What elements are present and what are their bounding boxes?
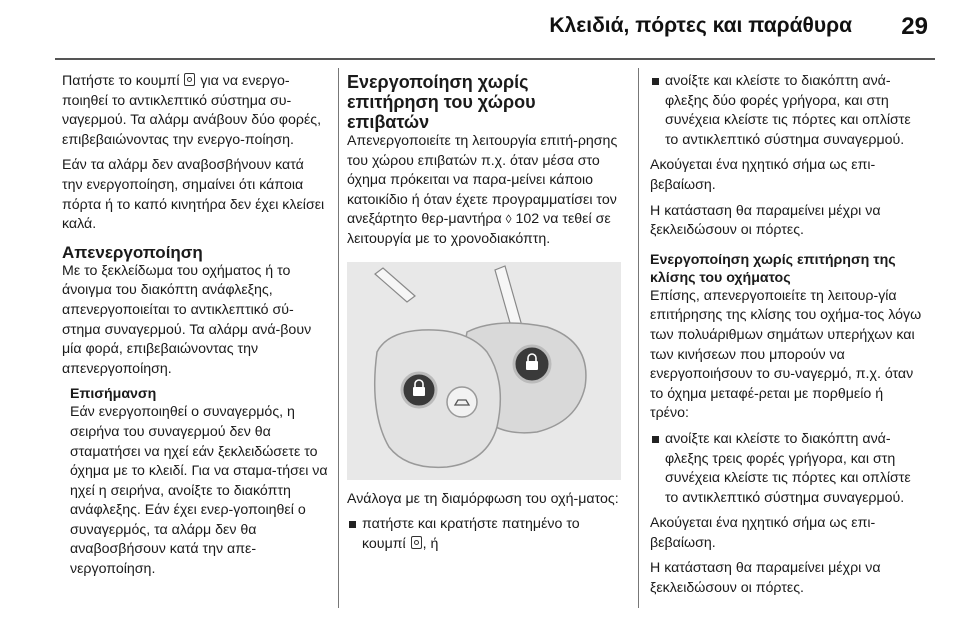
column-2 [347, 72, 622, 560]
paragraph-configuration: Ανάλογα με τη διαμόρφωση του οχή‐ματος: [347, 490, 619, 507]
section-heading-no-tilt: Ενεργοποίηση χωρίς επιτήρηση της κλίσης του οχήματος [650, 251, 896, 286]
section-heading-deactivation: Απενεργοποίηση [62, 242, 203, 262]
list-item: ανοίξτε και κλείστε το διακόπτη ανά‐φλεξης δύο φορές γρήγορα, και στη συνέχεια κλείστε τις πόρτες και οπλίστε το αντικλεπτικό σύστημα συναγερμού. [650, 72, 925, 150]
list-item: ανοίξτε και κλείστε το διακόπτη ανά‐φλεξης τρεις φορές γρήγορα, και στη συνέχεια κλείστε τις πόρτες και οπλίστε το αντικλεπτικό σύστημα συναγερμού. [650, 430, 925, 508]
column-divider-1 [338, 68, 339, 608]
page-reference-icon: ◊ [505, 212, 512, 227]
paragraph-state-1: Η κατάσταση θα παραμείνει μέχρι να ξεκλειδώσουν οι πόρτες. [650, 202, 881, 239]
note-heading: Επισήμανση [70, 386, 157, 403]
lock-button-icon [184, 73, 195, 86]
column-divider-2 [638, 68, 639, 608]
header-divider [55, 58, 935, 60]
paragraph-hazard-lights: Εάν τα αλάρμ δεν αναβοσβήνουν κατά την ενεργοποίηση, σημαίνει ότι κάποια πόρτα ή το καπό κινητήρα δεν έχει κλείσει καλά. [62, 157, 325, 233]
key-remote-drawing [347, 262, 621, 480]
list-item: πατήστε και κρατήστε πατημένο το κουμπί , ή [347, 515, 622, 554]
paragraph-confirmation-2: Ακούγεται ένα ηχητικό σήμα ως επι‐βεβαίωση. [650, 515, 876, 551]
page-number: 29 [901, 13, 928, 40]
section-heading-no-interior: Ενεργοποίηση χωρίς επιτήρηση του χώρου επιβατών [347, 72, 536, 132]
paragraph-deactivation: Με το ξεκλείδωμα του οχήματος ή το άνοιγμα του διακόπτη ανάφλεξης, απενεργοποιείται το αντικλεπτικό σύ‐στημα συναγερμού. Τα αλάρμ ανά‐βουν μία φορά, επιβεβαιώνοντας την απενεργοποίηση. [62, 262, 312, 377]
page-header-title: Κλειδιά, πόρτες και παράθυρα [549, 14, 852, 37]
key-remote-illustration [347, 262, 621, 480]
paragraph-tilt-monitoring: Επίσης, απενεργοποιείτε τη λειτουρ‐γία επιτήρησης της κλίσης του οχήμα‐τος λόγω των πολυάριθμων σημάτων υπερήχων και των κινήσεων που μπορούν να ενεργοποιήσουν το συ‐ναγερμό, π.χ. όταν το όχημα μεταφέ‐ρεται με πορθμείο ή τρένο: [650, 287, 922, 422]
paragraph-interior-monitoring: Απενεργοποιείτε τη λειτουργία επιτή‐ρησης του χώρου επιβατών π.χ. όταν μέσα στο όχημα πρόκειται να παρα‐μείνει κάποιο κατοικίδιο ή όταν έχετε προγραμματίσει τον ανεξάρτητο θερ‐μαντήρα ◊ 102 να τεθεί σε λειτουργία με το χρονοδιακόπτη. [347, 133, 618, 247]
paragraph-activation: Πατήστε το κουμπί για να ενεργο‐ποιηθεί το αντικλεπτικό σύστημα συ‐ναγερμού. Τα αλάρμ ανάβουν δύο φορές, επιβεβαιώνοντας την ενεργο‐ποίηση. [62, 73, 322, 148]
paragraph-confirmation-1: Ακούγεται ένα ηχητικό σήμα ως επι‐βεβαίωση. [650, 157, 876, 193]
bullet-list-ignition-twice [650, 72, 925, 150]
bullet-list-ignition-three [650, 430, 925, 508]
column-1 [62, 72, 328, 586]
note-text: Εάν ενεργοποιηθεί ο συναγερμός, η σειρήνα του συναγερμού δεν θα σταματήσει να ηχεί εάν ξεκλειδώσετε το όχημα με το κλειδί. Για να σταμα‐τήσει να ηχεί η σειρήνα, ανοίξτε το διακόπτη ανάφλεξης. Εάν έχει ενερ‐γοποιηθεί ο συναγερμός, τα αλάρμ δεν θα αναβοσβήσουν κατά την απε‐νεργοποίηση. [70, 404, 328, 578]
paragraph-state-2: Η κατάσταση θα παραμείνει μέχρι να ξεκλειδώσουν οι πόρτες. [650, 560, 881, 597]
lock-button-icon [411, 536, 422, 549]
column-3 [650, 72, 925, 605]
note-box [70, 385, 328, 579]
bullet-list-interior [347, 515, 622, 554]
